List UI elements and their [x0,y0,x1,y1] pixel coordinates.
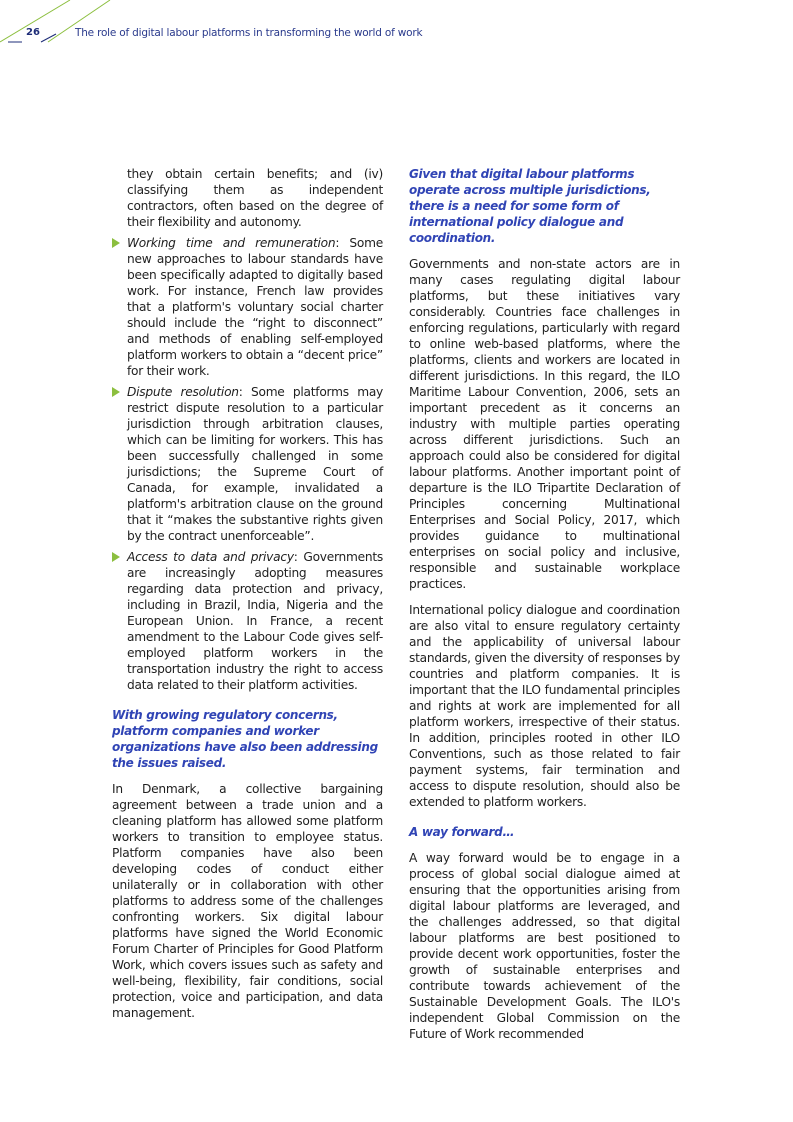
triangle-bullet-icon [112,387,120,397]
section-subheading: With growing regulatory concerns, platform companies and worker organizations have also been addressing the issues raised. [112,708,378,770]
page-number: 26 [26,27,40,38]
bullet-term: Working time and remuneration [127,236,336,250]
bullet-text: : Some new approaches to labour standards have been specifically adapted to digitally based work. For instance, French law provides that a platform's voluntary social charter should include the “right to disconnect” and methods of enabling self-employed platform workers to obtain a “decent price” for their work. [127,236,383,378]
body-paragraph: A way forward would be to engage in a process of global social dialogue aimed at ensuring that the opportunities arising from digital labour platforms are leveraged, and the challenges addressed, so that digital labour platforms are best positioned to provide decent work opportunities, foster the growth of sustainable enterprises and contribute towards achievement of the Sustainable Development Goals. The ILO's independent Global Commission on the Future of Work recommended [409,851,680,1041]
section-subheading: Given that digital labour platforms operate across multiple jurisdictions, there is a need for some form of international policy dialogue and coordination. [409,167,651,245]
bullet-data-privacy [112,549,383,693]
body-paragraph: Governments and non-state actors are in many cases regulating digital labour platforms, but these initiatives vary considerably. Countries face challenges in enforcing regulations, particularly with regard to online web-based platforms, where the platforms, clients and workers are located in different jurisdictions. In this regard, the ILO Maritime Labour Convention, 2006, sets an important precedent as it concerns an industry with multiple parties operating across different jurisdictions. Such an approach could also be considered for digital labour platforms. Another important point of departure is the ILO Tripartite Declaration of Principles concerning Multinational Enterprises and Social Policy, 2017, which provides guidance to multinational enterprises on social policy and inclusive, responsible and sustainable workplace practices. [409,257,680,591]
body-paragraph: International policy dialogue and coordination are also vital to ensure regulatory certainty and the applicability of universal labour standards, given the diversity of responses by countries and platform companies. It is important that the ILO fundamental principles and rights at work are implemented for all platform workers, irrespective of their status. In addition, principles rooted in other ILO Conventions, such as those related to fair payment systems, fair termination and access to dispute resolution, should also be extended to platform workers. [409,603,680,809]
header-decorative-lines [0,0,130,50]
bullet-working-time [112,235,383,379]
bullet-text: : Governments are increasingly adopting measures regarding data protection and privacy, including in Brazil, India, Nigeria and the European Union. In France, a recent amendment to the Labour Code gives self-employed platform workers in the transportation industry the right to access data related to their platform activities. [127,550,383,692]
bullet-dispute-resolution [112,384,383,544]
triangle-bullet-icon [112,552,120,562]
bullet-text: : Some platforms may restrict dispute resolution to a particular jurisdiction through arbitration clauses, which can be limiting for workers. This has been successfully challenged in some jurisdictions; the Supreme Court of Canada, for example, invalidated a platform's arbitration clause on the ground that it “makes the substantive rights given by the contract unenforceable”. [127,385,383,543]
bullet-term: Dispute resolution [127,385,239,399]
section-subheading: A way forward… [409,825,515,839]
continuation-text: they obtain certain benefits; and (iv) classifying them as independent contractors, often based on the degree of their flexibility and autonomy. [127,167,383,229]
running-title: The role of digital labour platforms in transforming the world of work [75,27,423,39]
body-paragraph: In Denmark, a collective bargaining agreement between a trade union and a cleaning platform has allowed some platform workers to transition to employee status. Platform companies have also been developing codes of conduct either unilaterally or in collaboration with other platforms to address some of the challenges confronting workers. Six digital labour platforms have signed the World Economic Forum Charter of Principles for Good Platform Work, which covers issues such as safety and well-being, flexibility, fair conditions, social protection, voice and participation, and data management. [112,782,383,1020]
triangle-bullet-icon [112,238,120,248]
bullet-term: Access to data and privacy [127,550,294,564]
left-column [112,166,383,1021]
right-column [409,166,680,1042]
